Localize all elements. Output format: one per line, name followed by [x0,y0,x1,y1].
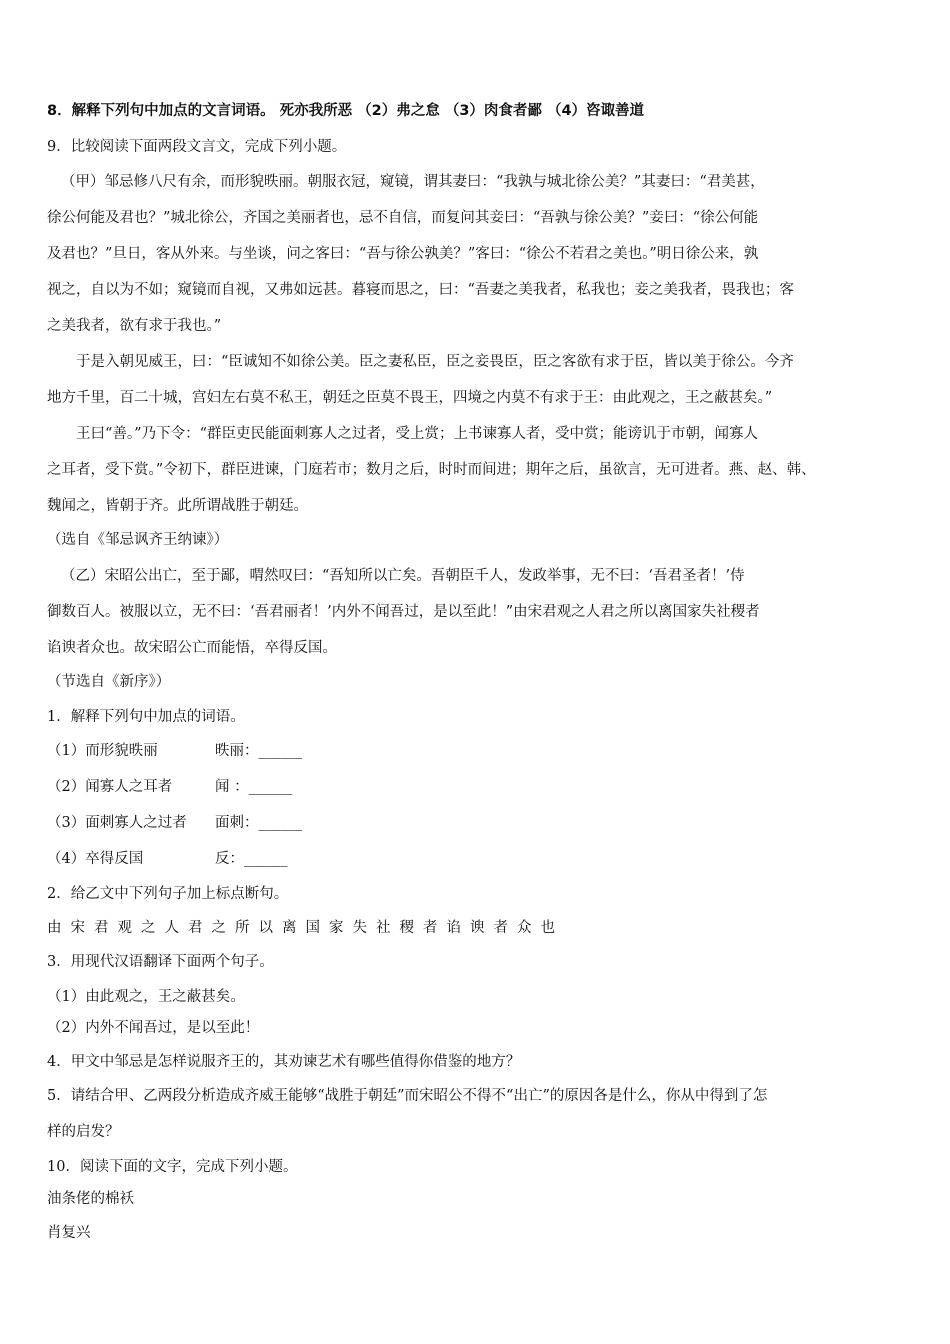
sub1-item-4-phrase: （4）卒得反国 [47,851,144,867]
jia-p3-line-3: 魏闻之，皆朝于齐。此所谓战胜于朝廷。 [47,498,308,514]
sub4-question: 4．甲文中邹忌是怎样说服齐王的，其劝谏艺术有哪些值得你借鉴的地方？ [47,1054,521,1070]
sub1-item-1 [47,741,302,761]
article-title: 油条佬的棉袄 [47,1191,134,1207]
jia-p1-line-3: 及君也？”旦日，客从外来。与坐谈，问之客曰：“吾与徐公孰美？”客曰：“徐公不若君之美也。”明日徐公来，孰 [47,246,759,262]
sub1-item-3 [47,813,302,833]
sub1-item-2 [47,777,292,797]
jia-p2-line-2: 地方千里，百二十城，宫妇左右莫不私王，朝廷之臣莫不畏王，四境之内莫不有求于王：由此观之，王之蔽甚矣。” [47,390,773,406]
question-10-heading: 10．阅读下面的文字，完成下列小题。 [47,1159,298,1175]
yi-p1-line-2: 御数百人。被服以立，无不曰：‘吾君丽者！’内外不闻吾过，是以至此！”由宋君观之人君之所以离国家失社稷者 [47,604,760,620]
yi-p1-line-3: 谄谀者众也。故宋昭公亡而能悟，卒得反国。 [47,640,337,656]
question-9-heading: 9．比较阅读下面两段文言文，完成下列小题。 [47,139,347,155]
jia-source: （选自《邹忌讽齐王纳谏》） [47,532,229,548]
sub1-item-2-blank: 闻 ：______ [215,779,293,795]
article-author: 肖复兴 [47,1225,91,1241]
sub2-sentence: 由宋君观之人君之所以离国家失社稷者谄谀者众也 [47,920,564,936]
sub3-sentence-2: （2）内外不闻吾过，是以至此！ [47,1020,260,1036]
sub1-item-4-blank: 反：______ [215,851,288,867]
jia-p2-line-1: 于是入朝见威王，曰：“臣诚知不如徐公美。臣之妻私臣，臣之妾畏臣，臣之客欲有求于臣，皆以美于徐公。今齐 [76,354,794,370]
sub5-question-line-2: 样的启发？ [47,1124,120,1140]
jia-p1-line-1: （甲）邹忌修八尺有余，而形貌昳丽。朝服衣冠，窥镜，谓其妻曰：“我孰与城北徐公美？”其妻曰：“君美甚， [61,174,765,190]
sub2-heading: 2．给乙文中下列句子加上标点断句。 [47,886,289,902]
sub1-item-3-phrase: （3）面刺寡人之过者 [47,815,187,831]
sub3-heading: 3．用现代汉语翻译下面两个句子。 [47,954,274,970]
sub1-item-1-blank: 昳丽：______ [215,743,302,759]
yi-p1-line-1: （乙）宋昭公出亡，至于鄙，喟然叹曰：“吾知所以亡矣。吾朝臣千人，发政举事，无不曰：‘吾君圣者！’侍 [61,568,745,584]
sub3-sentence-1: （1）由此观之，王之蔽甚矣。 [47,989,245,1005]
sub1-item-2-phrase: （2）闻寡人之耳者 [47,779,173,795]
sub1-heading: 1．解释下列句中加点的词语。 [47,709,245,725]
sub5-question-line-1: 5．请结合甲、乙两段分析造成齐威王能够“战胜于朝廷”而宋昭公不得不“出亡”的原因各是什么，你从中得到了怎 [47,1088,768,1104]
sub1-item-3-blank: 面刺：______ [215,815,302,831]
yi-source: （节选自《新序》） [47,674,171,690]
jia-p1-line-2: 徐公何能及君也？”城北徐公，齐国之美丽者也，忌不自信，而复问其妾曰：“吾孰与徐公美？”妾曰：“徐公何能 [47,210,759,226]
jia-p3-line-2: 之耳者，受下赏。”令初下，群臣进谏，门庭若市；数月之后，时时而间进；期年之后，虽欲言，无可进者。燕、赵、韩、 [47,462,816,478]
jia-p1-line-4: 视之，自以为不如；窥镜而自视，又弗如远甚。暮寝而思之，曰：“吾妻之美我者，私我也；妾之美我者，畏我也；客 [47,282,794,298]
sub1-item-1-phrase: （1）而形貌昳丽 [47,743,158,759]
sub1-item-4 [47,849,288,869]
jia-p3-line-1: 王曰“善。”乃下令：“群臣吏民能面刺寡人之过者，受上赏；上书谏寡人者，受中赏；能谤讥于市朝，闻寡人 [76,426,758,442]
question-8: 8．解释下列句中加点的文言词语。 死亦我所恶 （2）弗之怠 （3）肉食者鄙 （4）咨诹善道 [47,103,645,119]
jia-p1-line-5: 之美我者，欲有求于我也。” [47,318,222,334]
